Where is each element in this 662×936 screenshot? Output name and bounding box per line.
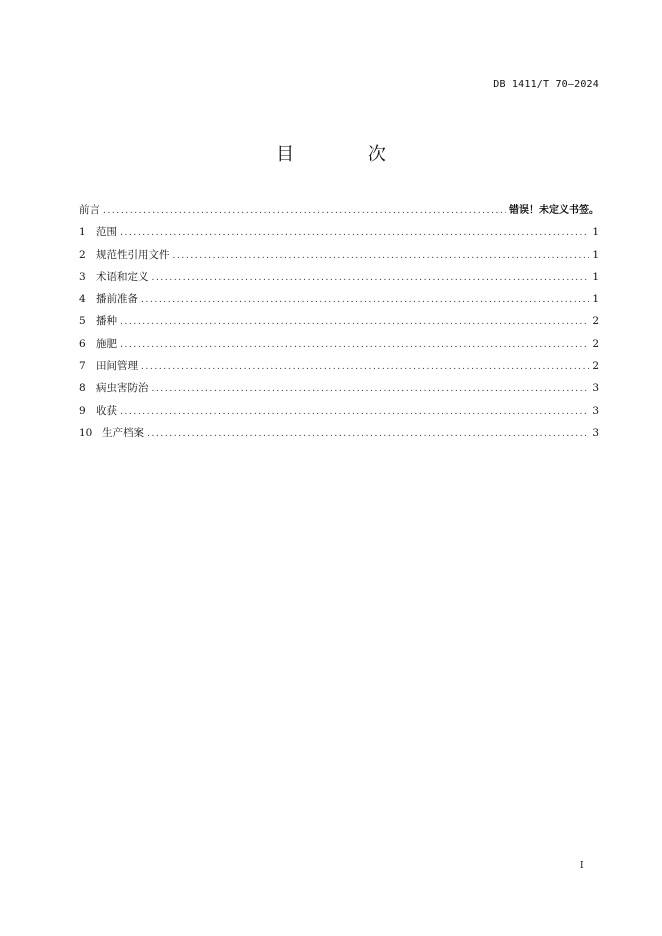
dot-leader bbox=[120, 311, 589, 333]
toc-entry-number: 1 bbox=[79, 226, 86, 239]
toc-entry-number: 4 bbox=[79, 293, 86, 306]
dot-leader bbox=[103, 200, 506, 222]
toc-entry-page: 2 bbox=[592, 337, 599, 350]
dot-leader bbox=[120, 222, 589, 244]
toc-entry-label: 施肥 bbox=[96, 337, 117, 350]
toc-entry-terms-definitions[interactable] bbox=[79, 266, 599, 288]
toc-entry-label: 规范性引用文件 bbox=[96, 248, 170, 261]
document-code: DB 1411/T 70—2024 bbox=[493, 79, 599, 90]
toc-entry-label: 生产档案 bbox=[102, 426, 144, 439]
dot-leader bbox=[120, 334, 589, 356]
toc-entry-label: 收获 bbox=[96, 404, 117, 417]
toc-entry-number: 7 bbox=[79, 360, 86, 373]
toc-entry-pre-sowing[interactable] bbox=[79, 288, 599, 310]
toc-entry-normative-references[interactable] bbox=[79, 244, 599, 266]
toc-entry-number: 10 bbox=[79, 426, 93, 439]
toc-entry-page: 2 bbox=[592, 360, 599, 373]
toc-entry-page: 1 bbox=[592, 270, 599, 283]
toc-entry-pest-control[interactable] bbox=[79, 377, 599, 399]
toc-entry-page: 3 bbox=[592, 382, 599, 395]
dot-leader bbox=[173, 245, 590, 267]
toc-entry-label: 范围 bbox=[96, 226, 117, 239]
toc-entry-page: 1 bbox=[592, 293, 599, 306]
toc-entry-label: 田间管理 bbox=[96, 360, 138, 373]
dot-leader bbox=[141, 289, 589, 311]
toc-entry-page: 1 bbox=[592, 226, 599, 239]
toc-entry-page: 3 bbox=[592, 426, 599, 439]
dot-leader bbox=[120, 401, 589, 423]
toc-entry-label: 播前准备 bbox=[96, 293, 138, 306]
toc-entry-number: 3 bbox=[79, 270, 86, 283]
toc-entry-number: 6 bbox=[79, 337, 86, 350]
toc-entry-scope[interactable] bbox=[79, 221, 599, 243]
table-of-contents bbox=[79, 199, 599, 444]
toc-entry-harvest[interactable] bbox=[79, 400, 599, 422]
page-number: I bbox=[580, 861, 584, 871]
toc-entry-page: 1 bbox=[592, 248, 599, 261]
toc-entry-number: 9 bbox=[79, 404, 86, 417]
toc-entry-sowing[interactable] bbox=[79, 310, 599, 332]
toc-entry-label: 病虫害防治 bbox=[96, 382, 149, 395]
dot-leader bbox=[147, 423, 589, 445]
toc-entry-foreword[interactable] bbox=[79, 199, 599, 221]
dot-leader bbox=[152, 267, 590, 289]
page-title: 目 次 bbox=[276, 144, 420, 165]
dot-leader bbox=[152, 378, 590, 400]
toc-entry-field-management[interactable] bbox=[79, 355, 599, 377]
toc-entry-page-error: 错误！未定义书签。 bbox=[509, 205, 599, 216]
dot-leader bbox=[141, 356, 589, 378]
toc-entry-page: 3 bbox=[592, 404, 599, 417]
toc-entry-number: 8 bbox=[79, 382, 86, 395]
toc-entry-number: 2 bbox=[79, 248, 86, 261]
toc-entry-label: 前言 bbox=[79, 204, 100, 216]
toc-entry-page: 2 bbox=[592, 315, 599, 328]
toc-entry-production-records[interactable] bbox=[79, 422, 599, 444]
toc-entry-label: 术语和定义 bbox=[96, 270, 149, 283]
toc-entry-number: 5 bbox=[79, 315, 86, 328]
toc-entry-label: 播种 bbox=[96, 315, 117, 328]
toc-entry-fertilization[interactable] bbox=[79, 333, 599, 355]
